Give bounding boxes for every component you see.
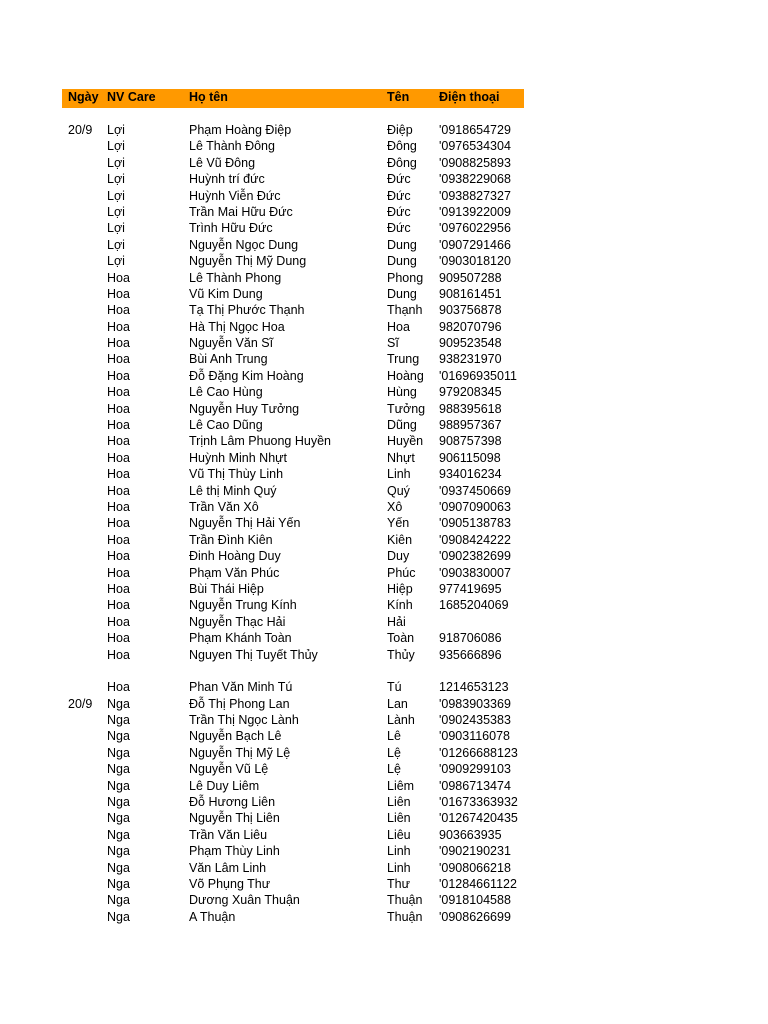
- cell-dien-thoai: '0938229068: [439, 172, 511, 187]
- cell-ho-ten: Lê Thành Phong: [189, 270, 282, 285]
- cell-nv-care: Nga: [107, 876, 130, 891]
- cell-dien-thoai: 908757398: [439, 434, 502, 449]
- cell-nv-care: Hoa: [107, 336, 130, 351]
- cell-dien-thoai: 909523548: [439, 336, 502, 351]
- cell-ten: Hùng: [387, 385, 417, 400]
- cell-ten: Hoa: [387, 319, 410, 334]
- table-row: [62, 253, 524, 269]
- cell-ten: Kiên: [387, 532, 413, 547]
- cell-ten: Liêu: [387, 827, 411, 842]
- cell-nv-care: Hoa: [107, 549, 130, 564]
- cell-ho-ten: Huỳnh trí đức: [189, 172, 265, 187]
- cell-ten: Đức: [387, 221, 411, 236]
- cell-dien-thoai: 988957367: [439, 418, 502, 433]
- table-body: [62, 122, 524, 925]
- cell-dien-thoai: '0976022956: [439, 221, 511, 236]
- cell-dien-thoai: '0918654729: [439, 123, 511, 137]
- cell-ho-ten: Trần Văn Liêu: [189, 827, 268, 842]
- table-row: [62, 204, 524, 220]
- cell-ho-ten: Trình Hữu Đức: [189, 221, 273, 236]
- table-row: [62, 581, 524, 597]
- cell-ho-ten: Nguyễn Thị Hải Yến: [189, 516, 301, 531]
- cell-ho-ten: Lê Duy Liêm: [189, 778, 260, 793]
- cell-nv-care: Nga: [107, 795, 130, 810]
- cell-ten: Kính: [387, 598, 413, 613]
- cell-nv-care: Nga: [107, 729, 130, 744]
- cell-ho-ten: Lê Vũ Đông: [189, 155, 256, 170]
- cell-nv-care: Hoa: [107, 368, 130, 383]
- col-header-ho-ten: Họ tên: [189, 90, 228, 104]
- cell-ten: Tú: [387, 680, 402, 695]
- table-row: [62, 712, 524, 728]
- cell-ten: Lan: [387, 696, 408, 711]
- cell-nv-care: Hoa: [107, 303, 130, 318]
- cell-dien-thoai: '0907090063: [439, 499, 511, 514]
- cell-ho-ten: Nguyễn Thị Liên: [189, 811, 280, 826]
- table-row: [62, 778, 524, 794]
- cell-ten: Huyền: [387, 434, 424, 449]
- cell-dien-thoai: '0937450669: [439, 483, 511, 498]
- cell-nv-care: Nga: [107, 860, 130, 875]
- cell-ten: Dũng: [387, 418, 417, 433]
- cell-nv-care: Hoa: [107, 598, 130, 613]
- cell-dien-thoai: 934016234: [439, 467, 502, 482]
- table-row: [62, 515, 524, 531]
- cell-dien-thoai: '0903018120: [439, 254, 511, 269]
- cell-ten: Trung: [387, 352, 420, 367]
- cell-dien-thoai: '0918104588: [439, 893, 511, 908]
- cell-nv-care: Hoa: [107, 516, 130, 531]
- cell-nv-care: Nga: [107, 713, 130, 728]
- cell-ten: Lành: [387, 713, 415, 728]
- table-row: [62, 499, 524, 515]
- cell-dien-thoai: '0907291466: [439, 237, 511, 252]
- cell-ho-ten: Nguyễn Huy Tưởng: [189, 401, 300, 416]
- cell-ten: Thư: [387, 876, 410, 891]
- cell-ten: Thạnh: [387, 303, 423, 318]
- cell-ten: Thuận: [387, 909, 423, 924]
- cell-ten: Xô: [387, 499, 403, 514]
- cell-ho-ten: Phan Văn Minh Tú: [189, 680, 293, 695]
- cell-dien-thoai: 908161451: [439, 286, 502, 301]
- cell-ho-ten: Võ Phụng Thư: [189, 876, 271, 891]
- cell-ho-ten: Lê Cao Hùng: [189, 385, 263, 400]
- cell-ten: Thủy: [387, 647, 415, 662]
- cell-nv-care: Lợi: [107, 172, 125, 187]
- cell-ho-ten: Trần Đình Kiên: [189, 532, 273, 547]
- cell-dien-thoai: 935666896: [439, 647, 502, 662]
- cell-ngay: 20/9: [68, 696, 93, 711]
- cell-ho-ten: A Thuận: [189, 909, 236, 924]
- cell-dien-thoai: '0903830007: [439, 565, 511, 580]
- cell-nv-care: Nga: [107, 909, 130, 924]
- col-header-nv-care: NV Care: [107, 90, 156, 104]
- table-row: [62, 860, 524, 876]
- table-row: [62, 597, 524, 613]
- cell-nv-care: Hoa: [107, 270, 130, 285]
- cell-ten: Lê: [387, 729, 401, 744]
- cell-ho-ten: Hà Thị Ngọc Hoa: [189, 319, 285, 334]
- cell-ten: Liên: [387, 795, 411, 810]
- cell-dien-thoai: '0976534304: [439, 139, 511, 154]
- table-row: [62, 335, 524, 351]
- cell-dien-thoai: '0902382699: [439, 549, 511, 564]
- cell-ho-ten: Phạm Thùy Linh: [189, 844, 280, 859]
- cell-nv-care: Lợi: [107, 155, 125, 170]
- table-row: [62, 237, 524, 253]
- cell-ten: Đức: [387, 188, 411, 203]
- cell-ten: Dung: [387, 286, 417, 301]
- cell-nv-care: Nga: [107, 745, 130, 760]
- cell-dien-thoai: '0908626699: [439, 909, 511, 924]
- cell-ho-ten: Nguyen Thị Tuyết Thủy: [189, 647, 318, 662]
- table-row: [62, 810, 524, 826]
- table-row: [62, 565, 524, 581]
- table-row: [62, 548, 524, 564]
- cell-nv-care: Hoa: [107, 319, 130, 334]
- cell-dien-thoai: '0986713474: [439, 778, 511, 793]
- cell-ho-ten: Nguyễn Thị Mỹ Dung: [189, 254, 307, 269]
- cell-ngay: 20/9: [68, 123, 93, 137]
- table-row: [62, 679, 524, 695]
- table-row: [62, 270, 524, 286]
- cell-nv-care: Lợi: [107, 204, 125, 219]
- table-row: [62, 892, 524, 908]
- table-row: [62, 155, 524, 171]
- cell-nv-care: Hoa: [107, 434, 130, 449]
- table-row: [62, 728, 524, 744]
- cell-ho-ten: Đỗ Đặng Kim Hoàng: [189, 368, 304, 383]
- cell-ho-ten: Nguyễn Bạch Lê: [189, 729, 282, 744]
- cell-ho-ten: Nguyễn Trung Kính: [189, 598, 297, 613]
- table-row: [62, 794, 524, 810]
- cell-ho-ten: Phạm Văn Phúc: [189, 565, 280, 580]
- col-header-dien-thoai: Điện thoại: [439, 90, 500, 104]
- cell-nv-care: Hoa: [107, 352, 130, 367]
- contact-sheet: [62, 89, 524, 925]
- cell-ho-ten: Bùi Thái Hiệp: [189, 581, 264, 596]
- cell-ho-ten: Trần Mai Hữu Đức: [189, 204, 293, 219]
- cell-ten: Linh: [387, 860, 411, 875]
- cell-ten: Dung: [387, 237, 417, 252]
- cell-dien-thoai: '0902435383: [439, 713, 511, 728]
- cell-ho-ten: Huỳnh Minh Nhựt: [189, 450, 287, 465]
- table-row: [62, 384, 524, 400]
- cell-ten: Lệ: [387, 762, 401, 777]
- table-row: [62, 647, 524, 663]
- cell-nv-care: Hoa: [107, 385, 130, 400]
- cell-nv-care: Hoa: [107, 450, 130, 465]
- cell-dien-thoai: '0938827327: [439, 188, 511, 203]
- cell-ten: Phong: [387, 270, 424, 285]
- table-row: [62, 188, 524, 204]
- cell-dien-thoai: 979208345: [439, 385, 502, 400]
- cell-nv-care: Lợi: [107, 139, 125, 154]
- cell-ho-ten: Đỗ Thị Phong Lan: [189, 696, 290, 711]
- cell-ten: Hoàng: [387, 368, 424, 383]
- cell-ten: Đông: [387, 139, 417, 154]
- cell-ten: Toàn: [387, 631, 415, 646]
- cell-nv-care: Hoa: [107, 581, 130, 596]
- cell-dien-thoai: 988395618: [439, 401, 502, 416]
- table-row: [62, 745, 524, 761]
- table-row: [62, 302, 524, 318]
- cell-ten: Duy: [387, 549, 410, 564]
- cell-nv-care: Lợi: [107, 188, 125, 203]
- table-row: [62, 417, 524, 433]
- cell-ten: Yến: [387, 516, 410, 531]
- cell-ho-ten: Tạ Thị Phước Thạnh: [189, 303, 305, 318]
- cell-ten: Linh: [387, 844, 411, 859]
- cell-ten: Nhựt: [387, 450, 415, 465]
- cell-ten: Tưởng: [387, 401, 426, 416]
- cell-dien-thoai: '0905138783: [439, 516, 511, 531]
- cell-ten: Liêm: [387, 778, 415, 793]
- cell-dien-thoai: '0902190231: [439, 844, 511, 859]
- cell-ten: Quý: [387, 483, 410, 498]
- cell-dien-thoai: '01284661122: [439, 876, 517, 891]
- cell-nv-care: Lợi: [107, 254, 125, 269]
- table-row: [62, 138, 524, 154]
- table-row: [62, 319, 524, 335]
- cell-dien-thoai: '0908066218: [439, 860, 511, 875]
- cell-ho-ten: Dương Xuân Thuận: [189, 893, 300, 908]
- table-row: [62, 761, 524, 777]
- col-header-ten: Tên: [387, 90, 410, 104]
- cell-dien-thoai: 982070796: [439, 319, 502, 334]
- cell-ho-ten: Bùi Anh Trung: [189, 352, 268, 367]
- cell-ho-ten: Nguyễn Ngọc Dung: [189, 237, 299, 252]
- cell-nv-care: Nga: [107, 811, 130, 826]
- cell-dien-thoai: 938231970: [439, 352, 502, 367]
- table-row: [62, 466, 524, 482]
- cell-ten: Thuận: [387, 893, 423, 908]
- cell-nv-care: Lợi: [107, 237, 125, 252]
- cell-dien-thoai: 903756878: [439, 303, 502, 318]
- table-row: [62, 532, 524, 548]
- table-row: [62, 171, 524, 187]
- cell-nv-care: Nga: [107, 762, 130, 777]
- cell-ho-ten: Vũ Thị Thùy Linh: [189, 467, 284, 482]
- cell-ten: Phúc: [387, 565, 416, 580]
- cell-nv-care: Nga: [107, 696, 130, 711]
- cell-nv-care: Hoa: [107, 565, 130, 580]
- table-row: [62, 630, 524, 646]
- cell-nv-care: Hoa: [107, 418, 130, 433]
- table-row: [62, 433, 524, 449]
- cell-nv-care: Lợi: [107, 221, 125, 236]
- cell-dien-thoai: 906115098: [439, 450, 501, 465]
- cell-nv-care: Hoa: [107, 286, 130, 301]
- cell-dien-thoai: '0913922009: [439, 204, 511, 219]
- cell-dien-thoai: '0909299103: [439, 762, 511, 777]
- cell-dien-thoai: '01673363932: [439, 795, 518, 810]
- table-row: [62, 368, 524, 384]
- cell-dien-thoai: '0908424222: [439, 532, 511, 547]
- cell-dien-thoai: '0908825893: [439, 155, 511, 170]
- table-row: [62, 401, 524, 417]
- table-row: [62, 450, 524, 466]
- col-header-ngay: Ngày: [68, 90, 99, 104]
- cell-ho-ten: Đỗ Hương Liên: [189, 795, 276, 810]
- table-row: [62, 663, 524, 679]
- cell-nv-care: Hoa: [107, 532, 130, 547]
- cell-dien-thoai: '0903116078: [439, 729, 510, 744]
- table-row: [62, 286, 524, 302]
- cell-dien-thoai: 903663935: [439, 827, 502, 842]
- cell-ten: Liên: [387, 811, 411, 826]
- cell-ho-ten: Nguyễn Thị Mỹ Lệ: [189, 745, 291, 760]
- cell-nv-care: Hoa: [107, 647, 130, 662]
- cell-ten: Điệp: [387, 123, 413, 137]
- cell-ho-ten: Trần Thị Ngọc Lành: [189, 713, 299, 728]
- cell-ho-ten: Lê thị Minh Quý: [189, 483, 277, 498]
- cell-ten: Sĩ: [387, 336, 399, 351]
- cell-dien-thoai: 1214653123: [439, 680, 509, 695]
- cell-nv-care: Hoa: [107, 499, 130, 514]
- table-row: [62, 220, 524, 236]
- cell-ho-ten: Văn Lâm Linh: [189, 860, 267, 875]
- cell-ho-ten: Đinh Hoàng Duy: [189, 549, 281, 564]
- cell-ho-ten: Nguyễn Văn Sĩ: [189, 336, 274, 351]
- cell-nv-care: Hoa: [107, 614, 130, 629]
- cell-dien-thoai: '01267420435: [439, 811, 518, 826]
- cell-ho-ten: Vũ Kim Dung: [189, 286, 263, 301]
- spacer-row: [62, 108, 524, 122]
- table-row: [62, 351, 524, 367]
- cell-ten: Đức: [387, 172, 411, 187]
- cell-dien-thoai: 918706086: [439, 631, 502, 646]
- cell-nv-care: Lợi: [107, 123, 125, 137]
- table-row: [62, 843, 524, 859]
- cell-nv-care: Nga: [107, 778, 130, 793]
- cell-nv-care: Hoa: [107, 401, 130, 416]
- table-row: [62, 122, 524, 138]
- cell-ten: Dung: [387, 254, 417, 269]
- table-row: [62, 696, 524, 712]
- cell-ho-ten: Trần Văn Xô: [189, 499, 259, 514]
- cell-ho-ten: Phạm Khánh Toàn: [189, 631, 292, 646]
- header-row: [62, 89, 524, 108]
- table-row: [62, 827, 524, 843]
- cell-ho-ten: Huỳnh Viễn Đức: [189, 188, 281, 203]
- cell-dien-thoai: 909507288: [439, 270, 502, 285]
- cell-dien-thoai: 1685204069: [439, 598, 509, 613]
- cell-nv-care: Hoa: [107, 483, 130, 498]
- cell-nv-care: Hoa: [107, 467, 130, 482]
- cell-nv-care: Nga: [107, 827, 130, 842]
- cell-dien-thoai: 977419695: [439, 581, 502, 596]
- cell-nv-care: Hoa: [107, 631, 130, 646]
- cell-ho-ten: Trịnh Lâm Phuong Huyền: [189, 434, 331, 449]
- cell-ten: Đông: [387, 155, 417, 170]
- cell-ho-ten: Nguyễn Vũ Lệ: [189, 762, 269, 777]
- table-row: [62, 909, 524, 925]
- cell-nv-care: Hoa: [107, 680, 130, 695]
- table-row: [62, 876, 524, 892]
- cell-ho-ten: Nguyễn Thạc Hải: [189, 614, 286, 629]
- cell-nv-care: Nga: [107, 844, 130, 859]
- table-row: [62, 483, 524, 499]
- cell-ten: Linh: [387, 467, 411, 482]
- cell-ten: Hải: [387, 614, 406, 629]
- cell-dien-thoai: '01266688123: [439, 745, 518, 760]
- cell-dien-thoai: '0983903369: [439, 696, 511, 711]
- table-row: [62, 614, 524, 630]
- cell-ten: Hiệp: [387, 581, 413, 596]
- cell-ten: Lệ: [387, 745, 401, 760]
- cell-ho-ten: Lê Cao Dũng: [189, 418, 263, 433]
- cell-ten: Đức: [387, 204, 411, 219]
- cell-ho-ten: Lê Thành Đông: [189, 139, 275, 154]
- cell-ho-ten: Phạm Hoàng Điệp: [189, 123, 292, 137]
- cell-nv-care: Nga: [107, 893, 130, 908]
- cell-dien-thoai: '01696935011: [439, 368, 517, 383]
